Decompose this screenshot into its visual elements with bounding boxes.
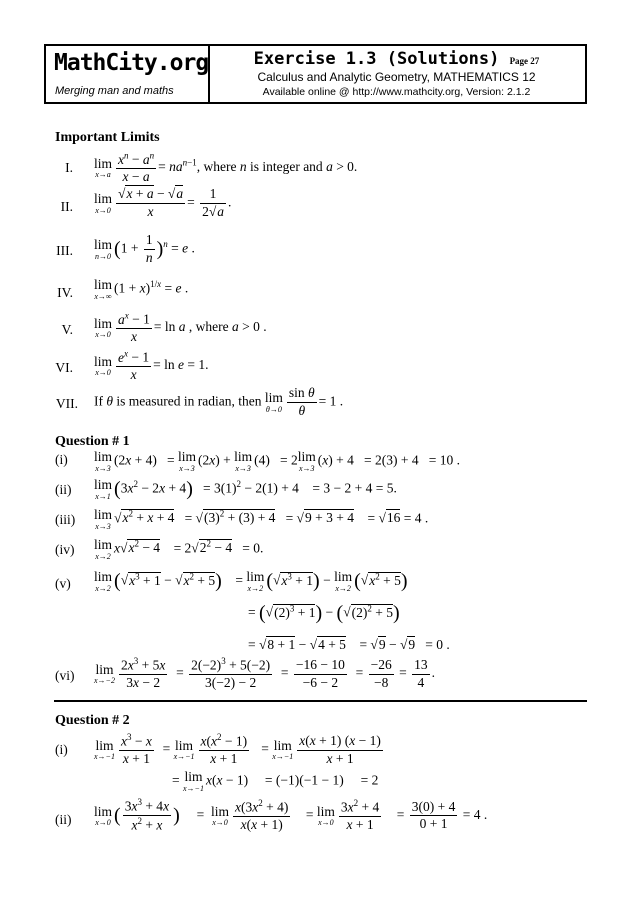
part-iv: (iv) — [55, 542, 75, 557]
question-2-heading: Question # 2 — [55, 713, 130, 728]
q1-part-i: lim x→3 (2x + 4) = lim x→3 (2x) + lim x→3 (4) = 2lim x→3 (x) + 4 = 2(3) + 4 = 10 . — [94, 449, 460, 473]
part-ii: (ii) — [55, 482, 72, 497]
brand-logo[interactable]: MathCity.org — [54, 50, 209, 76]
important-limits-heading: Important Limits — [55, 130, 160, 145]
limit-2: lim x→0 $\frac{√x + a - √a}{x}$ = $\frac{1}{2√a}$ . — [94, 186, 232, 219]
limit-4: lim x→∞ $(1 + x)^{1/x} = e$ . — [94, 277, 189, 301]
roman-6: VI. — [55, 360, 73, 375]
limit-5: lim x→0 $\frac{a^x - 1}{x}$ = ln a , where a > 0 . — [94, 310, 267, 345]
limit-6: lim x→0 $\frac{e^x - 1}{x}$ = ln e = 1. — [94, 348, 209, 383]
question-1-heading: Question # 1 — [55, 434, 130, 449]
title-box — [208, 46, 585, 102]
q2-part-i-line1: lim x→−1 $\frac{x^3 - x}{x + 1}$ = lim x→−1 $\frac{x(x^2 - 1)}{x + 1}$ = lim x→−1 $\frac{x(x + 1) (x - 1)}{x + 1}$ — [94, 732, 381, 767]
q2-part-ii-label: (ii) — [55, 812, 72, 827]
roman-7: VII. — [55, 396, 78, 411]
q1-part-vi: lim x→−2 $\frac{2x^3 + 5x}{3x - 2}$ = $\frac{2(-2)^3 + 5(-2)}{3(-2) - 2}$ = $\frac{-16 - 10}{-6 - 2}$ = $\frac{-26}{-8}$ = $\frac{13}{4}$ . — [94, 656, 436, 691]
header-box — [44, 44, 587, 104]
q1-part-iii: lim x→3 $√x^2 + x + 4 = √(3)^2 + (3) + 4 = √9 + 3 + 4$ = √16 = 4 . — [94, 507, 429, 531]
q1-part-ii: lim x→1 $(3x^2 - 2x + 4) = 3(1)^2 - 2(1) + 4$ = 3 − 2 + 4 = 5. — [94, 477, 397, 501]
q2-part-i-label: (i) — [55, 742, 68, 757]
q1-part-iv: lim x→2 $x√x^2 - 4$ = $2√2^2 - 4 = 0$. — [94, 537, 264, 561]
roman-3: III. — [56, 243, 73, 258]
brand-box — [46, 46, 210, 102]
book-subtitle: Calculus and Analytic Geometry, MATHEMATICS 12 — [257, 70, 536, 84]
page-number: Page 27 — [509, 56, 540, 66]
roman-4: IV. — [57, 285, 73, 300]
brand-tagline: Merging man and maths — [55, 85, 174, 97]
q2-part-ii: lim x→0 ( $\frac{3x^3 + 4x}{x^2 + x}$ ) = lim x→0 $\frac{x(3x^2 + 4)}{x(x + 1)}$ = lim x→0 $\frac{3x^2 + 4}{x + 1}$ = $\frac{3(0) + 4}{0 + 1}$ = 4 . — [94, 797, 488, 833]
exercise-title: Exercise 1.3 (Solutions) Page 27 — [253, 49, 540, 69]
part-vi: (vi) — [55, 668, 75, 683]
roman-5: V. — [61, 322, 73, 337]
roman-2: II. — [60, 199, 73, 214]
section-divider — [54, 700, 587, 702]
part-i: (i) — [55, 452, 68, 467]
online-link[interactable]: Available online @ http://www.mathcity.org, Version: 2.1.2 — [262, 86, 531, 98]
q1-part-v-line2: = $(√(2)^3 + 1) - (√(2)^2 + 5)$ — [248, 602, 400, 624]
part-v: (v) — [55, 576, 71, 591]
q1-part-v-line1: lim x→2 $(√x^3 + 1 - √x^2 + 5)$ = lim x→2 $(√x^3 + 1) - \lim$ x→2 $(√x^2 + 5)$ — [94, 569, 408, 593]
q1-part-v-line3: = √8 + 1 − √4 + 5 = √9 − √9 = 0 . — [248, 637, 450, 652]
part-iii: (iii) — [55, 512, 76, 527]
limit-3: lim n→0 (1 + $\frac{1}{n}$ )$^n$ = e . — [94, 232, 195, 265]
roman-1: I. — [65, 160, 73, 175]
limit-7: If θ is measured in radian, then lim θ→0 $\frac{\text{sin θ}}{\theta}$ = 1 . — [94, 385, 344, 418]
limit-1: lim x→a $\frac{x^n - a^n}{x - a}$ = $na^{n-1}$, where n is integer and a > 0. — [94, 150, 358, 185]
q2-part-i-line2: = lim x→−1 x(x − 1) = (−1)(−1 − 1) = 2 — [172, 769, 379, 793]
